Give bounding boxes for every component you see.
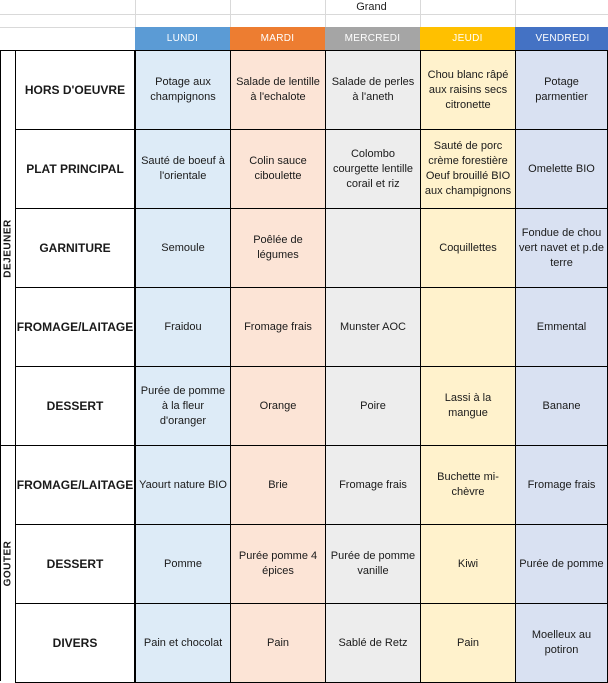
menu-cell-text: Pain et chocolat (143, 636, 223, 649)
menu-cell-text: Pain (266, 636, 290, 649)
section-label-text: DEJEUNER (2, 218, 14, 278)
menu-cell[interactable] (325, 208, 421, 288)
menu-cell-text: Orange (259, 399, 297, 412)
menu-cell-text: Munster AOC (339, 320, 407, 333)
section-label-text: GOUTER (2, 540, 14, 587)
menu-cell[interactable] (230, 603, 326, 683)
day-header-jeudi: JEUDI (420, 27, 515, 50)
menu-cell-text: Salade de lentille à l'echalote (236, 76, 320, 103)
menu-cell-text: Lassi à la mangue (444, 392, 492, 419)
menu-cell[interactable] (230, 287, 326, 367)
menu-cell[interactable] (135, 603, 231, 683)
menu-cell[interactable] (230, 50, 326, 130)
menu-cell[interactable] (135, 129, 231, 209)
menu-cell-text: Fondue de chou vert navet et p.de terre (519, 226, 604, 269)
menu-cell[interactable] (135, 445, 231, 525)
grid-line (0, 14, 608, 15)
menu-cell-text: Salade de perles à l'aneth (331, 76, 415, 103)
menu-cell-text: Purée pomme 4 épices (238, 550, 318, 577)
menu-cell[interactable] (135, 287, 231, 367)
menu-cell[interactable] (135, 208, 231, 288)
menu-cell-text: Colin sauce ciboulette (249, 155, 307, 182)
menu-cell[interactable] (325, 366, 421, 446)
day-header-mercredi: MERCREDI (325, 27, 420, 50)
menu-cell[interactable] (515, 287, 608, 367)
menu-cell-text: Purée de pomme à la fleur d'oranger (140, 384, 226, 427)
menu-cell[interactable] (515, 603, 608, 683)
menu-cell-text: Semoule (161, 241, 205, 254)
menu-cell-text: Poire (360, 399, 386, 412)
section-label-gouter (0, 445, 15, 681)
menu-cell-text: Poêlée de légumes (253, 234, 303, 261)
day-header-mardi: MARDI (230, 27, 325, 50)
menu-cell-text: Purée de pomme vanille (330, 550, 416, 577)
menu-cell-text: Coquillettes (439, 241, 497, 254)
menu-cell[interactable] (420, 603, 516, 683)
menu-cell-text: Kiwi (457, 557, 479, 570)
menu-cell[interactable] (515, 129, 608, 209)
menu-cell[interactable] (420, 50, 516, 130)
row-label: GARNITURE (15, 208, 135, 288)
menu-cell[interactable] (135, 50, 231, 130)
menu-cell[interactable] (230, 524, 326, 604)
menu-cell[interactable] (325, 287, 421, 367)
menu-cell[interactable] (135, 366, 231, 446)
menu-cell-text: Yaourt nature BIO (139, 478, 227, 491)
menu-cell-text: Colombo courgette lentille corail et riz (332, 147, 414, 190)
menu-cell[interactable] (515, 524, 608, 604)
menu-cell-text: Brie (268, 478, 288, 491)
menu-cell[interactable] (230, 208, 326, 288)
menu-cell-text: Pain (456, 636, 480, 649)
menu-cell-text: Pomme (164, 557, 202, 570)
menu-cell-text: Sauté de boeuf à l'orientale (141, 155, 225, 182)
row-label: FROMAGE/LAITAGE (15, 445, 135, 525)
menu-cell-text: Sauté de porc crème forestière Oeuf brouillé BIO aux champignons (424, 140, 512, 197)
menu-cell[interactable] (325, 129, 421, 209)
menu-cell[interactable] (515, 445, 608, 525)
menu-cell[interactable] (420, 129, 516, 209)
menu-cell[interactable] (230, 129, 326, 209)
menu-cell-text: Fromage frais (339, 478, 407, 491)
menu-cell-text: Buchette mi-chèvre (437, 471, 499, 498)
row-label: FROMAGE/LAITAGE (15, 287, 135, 367)
row-label: HORS D'OEUVRE (15, 50, 135, 130)
menu-cell[interactable] (230, 366, 326, 446)
menu-cell[interactable] (420, 445, 516, 525)
menu-cell[interactable] (515, 50, 608, 130)
menu-cell[interactable] (325, 603, 421, 683)
menu-cell[interactable] (420, 208, 516, 288)
menu-cell[interactable] (420, 524, 516, 604)
menu-cell-text: Potage parmentier (535, 76, 588, 103)
menu-cell[interactable] (515, 208, 608, 288)
menu-cell[interactable] (230, 445, 326, 525)
row-label: DESSERT (15, 524, 135, 604)
day-header-vendredi: VENDREDI (515, 27, 608, 50)
row-label: DESSERT (15, 366, 135, 446)
section-label-dejeuner (0, 50, 15, 445)
menu-cell-text: Emmental (536, 320, 587, 333)
menu-cell[interactable] (325, 445, 421, 525)
menu-cell-text: Fromage frais (244, 320, 312, 333)
menu-cell-text: Purée de pomme (519, 557, 604, 570)
row-label: PLAT PRINCIPAL (15, 129, 135, 209)
menu-cell-text: Sablé de Retz (338, 636, 408, 649)
menu-cell-text: Fromage frais (527, 478, 596, 491)
row-label: DIVERS (15, 603, 135, 683)
menu-cell-text: Fraidou (164, 320, 202, 333)
menu-cell[interactable] (325, 524, 421, 604)
menu-cell-text: Chou blanc râpé aux raisins secs citronette (427, 68, 509, 111)
menu-cell-text: Moelleux au potiron (531, 629, 592, 656)
menu-cell-text: Potage aux champignons (150, 76, 216, 103)
sheet-title: Grand (356, 1, 387, 13)
menu-cell[interactable] (515, 366, 608, 446)
menu-cell[interactable] (325, 50, 421, 130)
day-header-lundi: LUNDI (135, 27, 230, 50)
menu-cell[interactable] (135, 524, 231, 604)
menu-cell[interactable] (420, 366, 516, 446)
menu-cell[interactable] (420, 287, 516, 367)
menu-cell-text: Banane (542, 399, 581, 412)
menu-cell-text: Omelette BIO (528, 162, 595, 175)
